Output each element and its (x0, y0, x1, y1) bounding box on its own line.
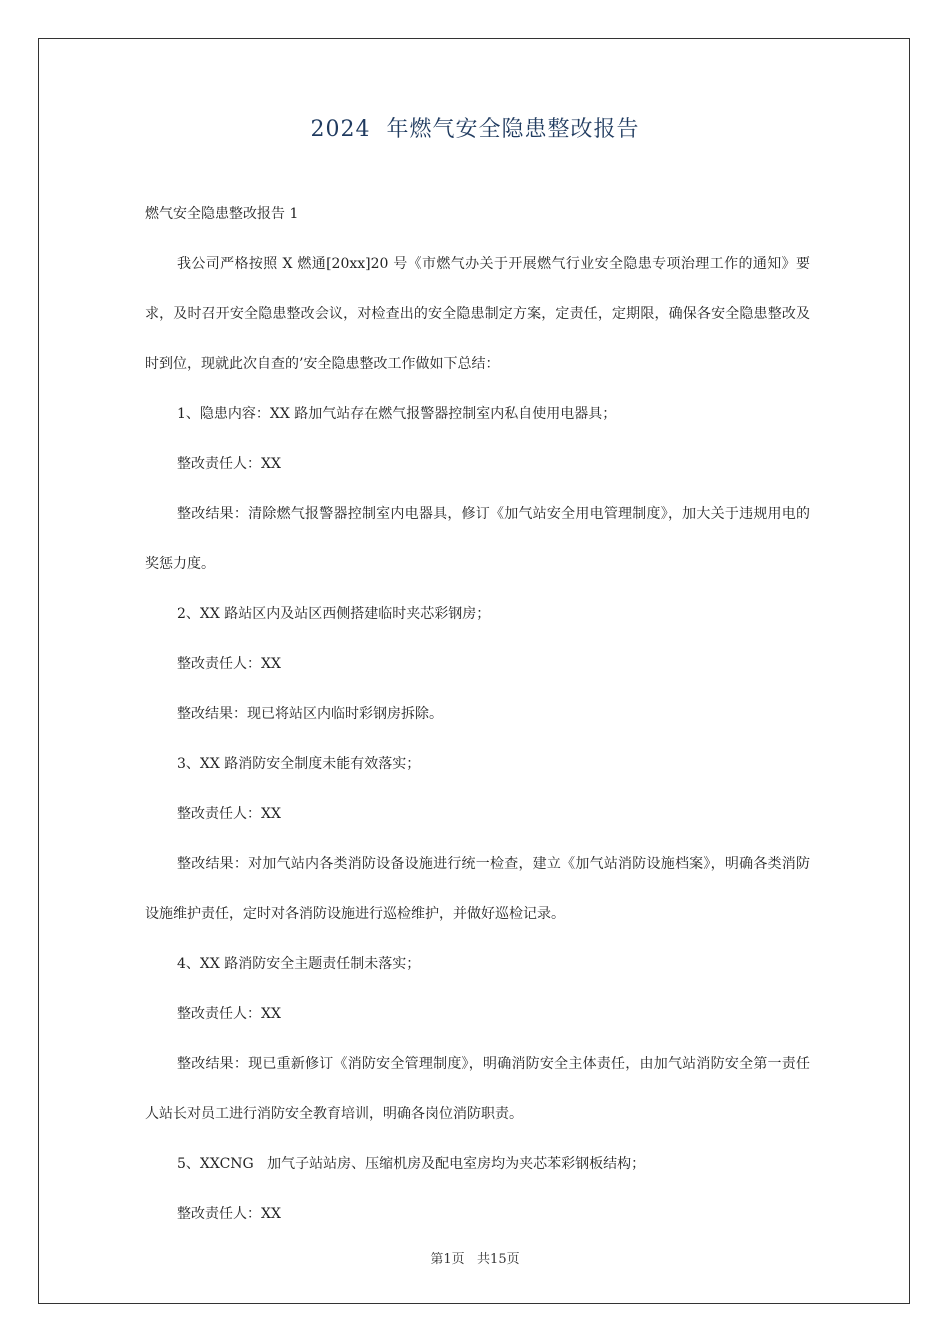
intro-paragraph: 我公司严格按照 X 燃通[20xx]20 号《市燃气办关于开展燃气行业安全隐患专项治理工作的通知》要求，及时召开安全隐患整改会议，对检查出的安全隐患制定方案，定责任，定期限，确保各安全隐患整改及时到位，现就此次自查的’安全隐患整改工作做如下总结： (145, 256, 810, 372)
issue-5-content: 5、XXCNG 加气子站站房、压缩机房及配电室房均为夹芯苯彩钢板结构； (177, 1156, 646, 1172)
issue-1-result: 整改结果：清除燃气报警器控制室内电器具，修订《加气站安全用电管理制度》，加大关于违规用电的奖惩力度。 (145, 506, 810, 572)
issue-5-responsible: 整改责任人：XX (177, 1206, 281, 1222)
issue-1-responsible: 整改责任人：XX (177, 456, 281, 472)
issue-4-responsible: 整改责任人：XX (177, 1006, 281, 1022)
issue-3-content: 3、XX 路消防安全制度未能有效落实； (177, 756, 421, 772)
issue-2-result: 整改结果：现已将站区内临时彩钢房拆除。 (177, 706, 443, 722)
issue-1-content: 1、隐患内容：XX 路加气站存在燃气报警器控制室内私自使用电器具； (177, 406, 617, 422)
issue-3-responsible: 整改责任人：XX (177, 806, 281, 822)
issue-2-content: 2、XX 路站区内及站区西侧搭建临时夹芯彩钢房； (177, 606, 491, 622)
issue-3-result: 整改结果：对加气站内各类消防设备设施进行统一检查，建立《加气站消防设施档案》，明确各类消防设施维护责任，定时对各消防设施进行巡检维护，并做好巡检记录。 (145, 856, 810, 922)
issue-4-content: 4、XX 路消防安全主题责任制未落实； (177, 956, 421, 972)
document-title: 2024 年燃气安全隐患整改报告 (310, 117, 640, 142)
report-subheading: 燃气安全隐患整改报告 1 (145, 206, 299, 222)
issue-4-result: 整改结果：现已重新修订《消防安全管理制度》，明确消防安全主体责任，由加气站消防安全第一责任人站长对员工进行消防安全教育培训，明确各岗位消防职责。 (145, 1056, 810, 1122)
issue-2-responsible: 整改责任人：XX (177, 656, 281, 672)
page-number-footer: 第1页 共15页 (430, 1252, 520, 1267)
